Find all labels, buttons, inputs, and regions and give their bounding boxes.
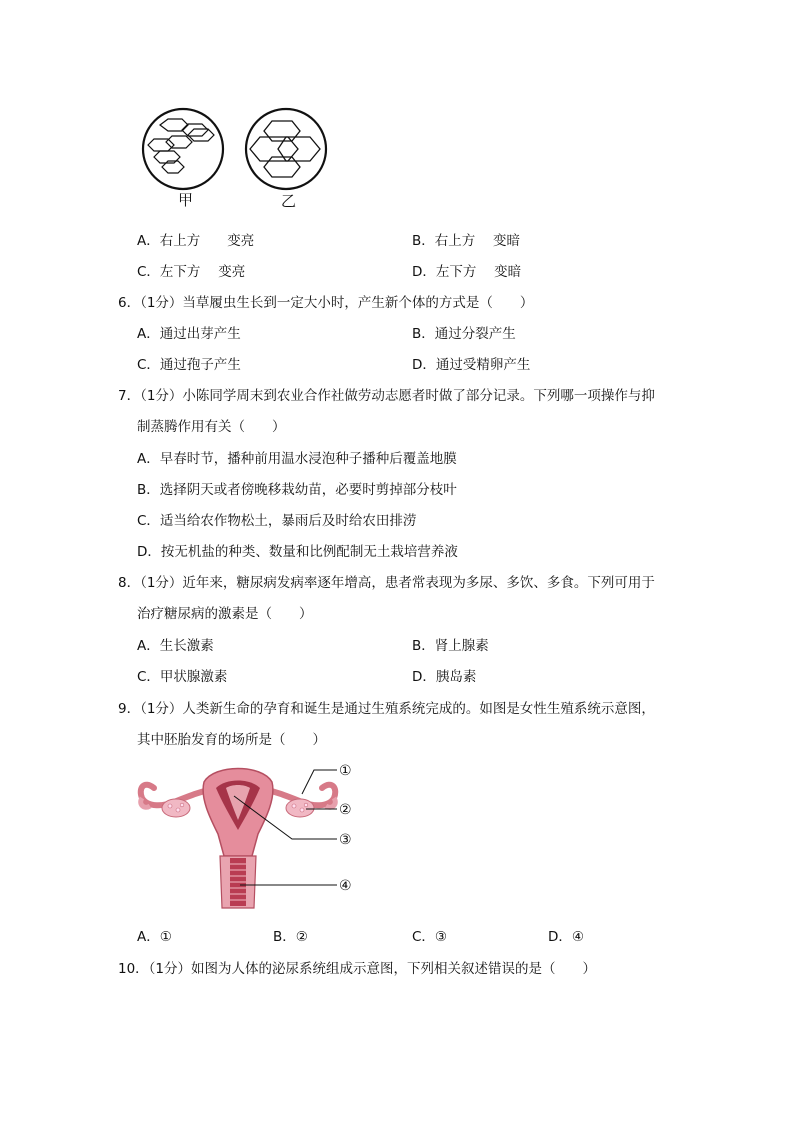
q9-option-d[interactable]: D．④ [548,929,584,945]
q7-stem-line2: 制蒸腾作用有关（ ） [137,419,286,435]
q8-option-b[interactable]: B．肾上腺素 [412,638,489,654]
q8-option-d[interactable]: D．胰岛素 [412,669,477,685]
q6-option-a[interactable]: A．通过出芽产生 [137,326,241,342]
q7-option-c[interactable]: C．适当给农作物松土，暴雨后及时给农田排涝 [137,513,417,529]
q9-option-a[interactable]: A．① [137,929,172,945]
female-reproductive-system-diagram [134,758,364,910]
q8-option-a[interactable]: A．生长激素 [137,638,214,654]
q6-stem: 6．（1分）当草履虫生长到一定大小时，产生新个体的方式是（ ） [118,295,534,311]
q7-option-a[interactable]: A．早春时节，播种前用温水浸泡种子播种后覆盖地膜 [137,451,457,467]
q10-stem: 10．（1分）如图为人体的泌尿系统组成示意图，下列相关叙述错误的是（ ） [118,961,597,977]
diagram-label-1: ① [339,763,352,779]
q5-option-b[interactable]: B．右上方 变暗 [412,233,521,249]
q9-option-c[interactable]: C．③ [412,929,448,945]
diagram-label-3: ③ [339,832,352,848]
q5-option-d[interactable]: D．左下方 变暗 [412,264,522,280]
q7-option-d[interactable]: D．按无机盐的种类、数量和比例配制无土栽培营养液 [137,544,458,560]
q9-stem-line1: 9．（1分）人类新生命的孕育和诞生是通过生殖系统完成的。如图是女性生殖系统示意图， [118,701,655,717]
q7-stem-line1: 7．（1分）小陈同学周末到农业合作社做劳动志愿者时做了部分记录。下列哪一项操作与抑 [118,388,655,404]
figure-label-jia: 甲 [178,191,194,209]
figure-label-yi: 乙 [281,192,297,210]
q5-option-c[interactable]: C．左下方 变亮 [137,264,246,280]
diagram-label-2: ② [339,802,352,818]
q9-option-b[interactable]: B．② [273,929,308,945]
q6-option-b[interactable]: B．通过分裂产生 [412,326,516,342]
q9-stem-line2: 其中胚胎发育的场所是（ ） [137,732,326,748]
q8-stem-line1: 8．（1分）近年来，糖尿病发病率逐年增高，患者常表现为多尿、多饮、多食。下列可用于 [118,575,655,591]
q8-option-c[interactable]: C．甲状腺激素 [137,669,228,685]
q5-option-a[interactable]: A．右上方 变亮 [137,233,255,249]
q7-option-b[interactable]: B．选择阴天或者傍晚移栽幼苗，必要时剪掉部分枝叶 [137,482,457,498]
q8-stem-line2: 治疗糖尿病的激素是（ ） [137,606,313,622]
q6-option-c[interactable]: C．通过孢子产生 [137,357,241,373]
microscope-field-figure [138,105,338,213]
diagram-label-4: ④ [339,878,352,894]
q6-option-d[interactable]: D．通过受精卵产生 [412,357,531,373]
